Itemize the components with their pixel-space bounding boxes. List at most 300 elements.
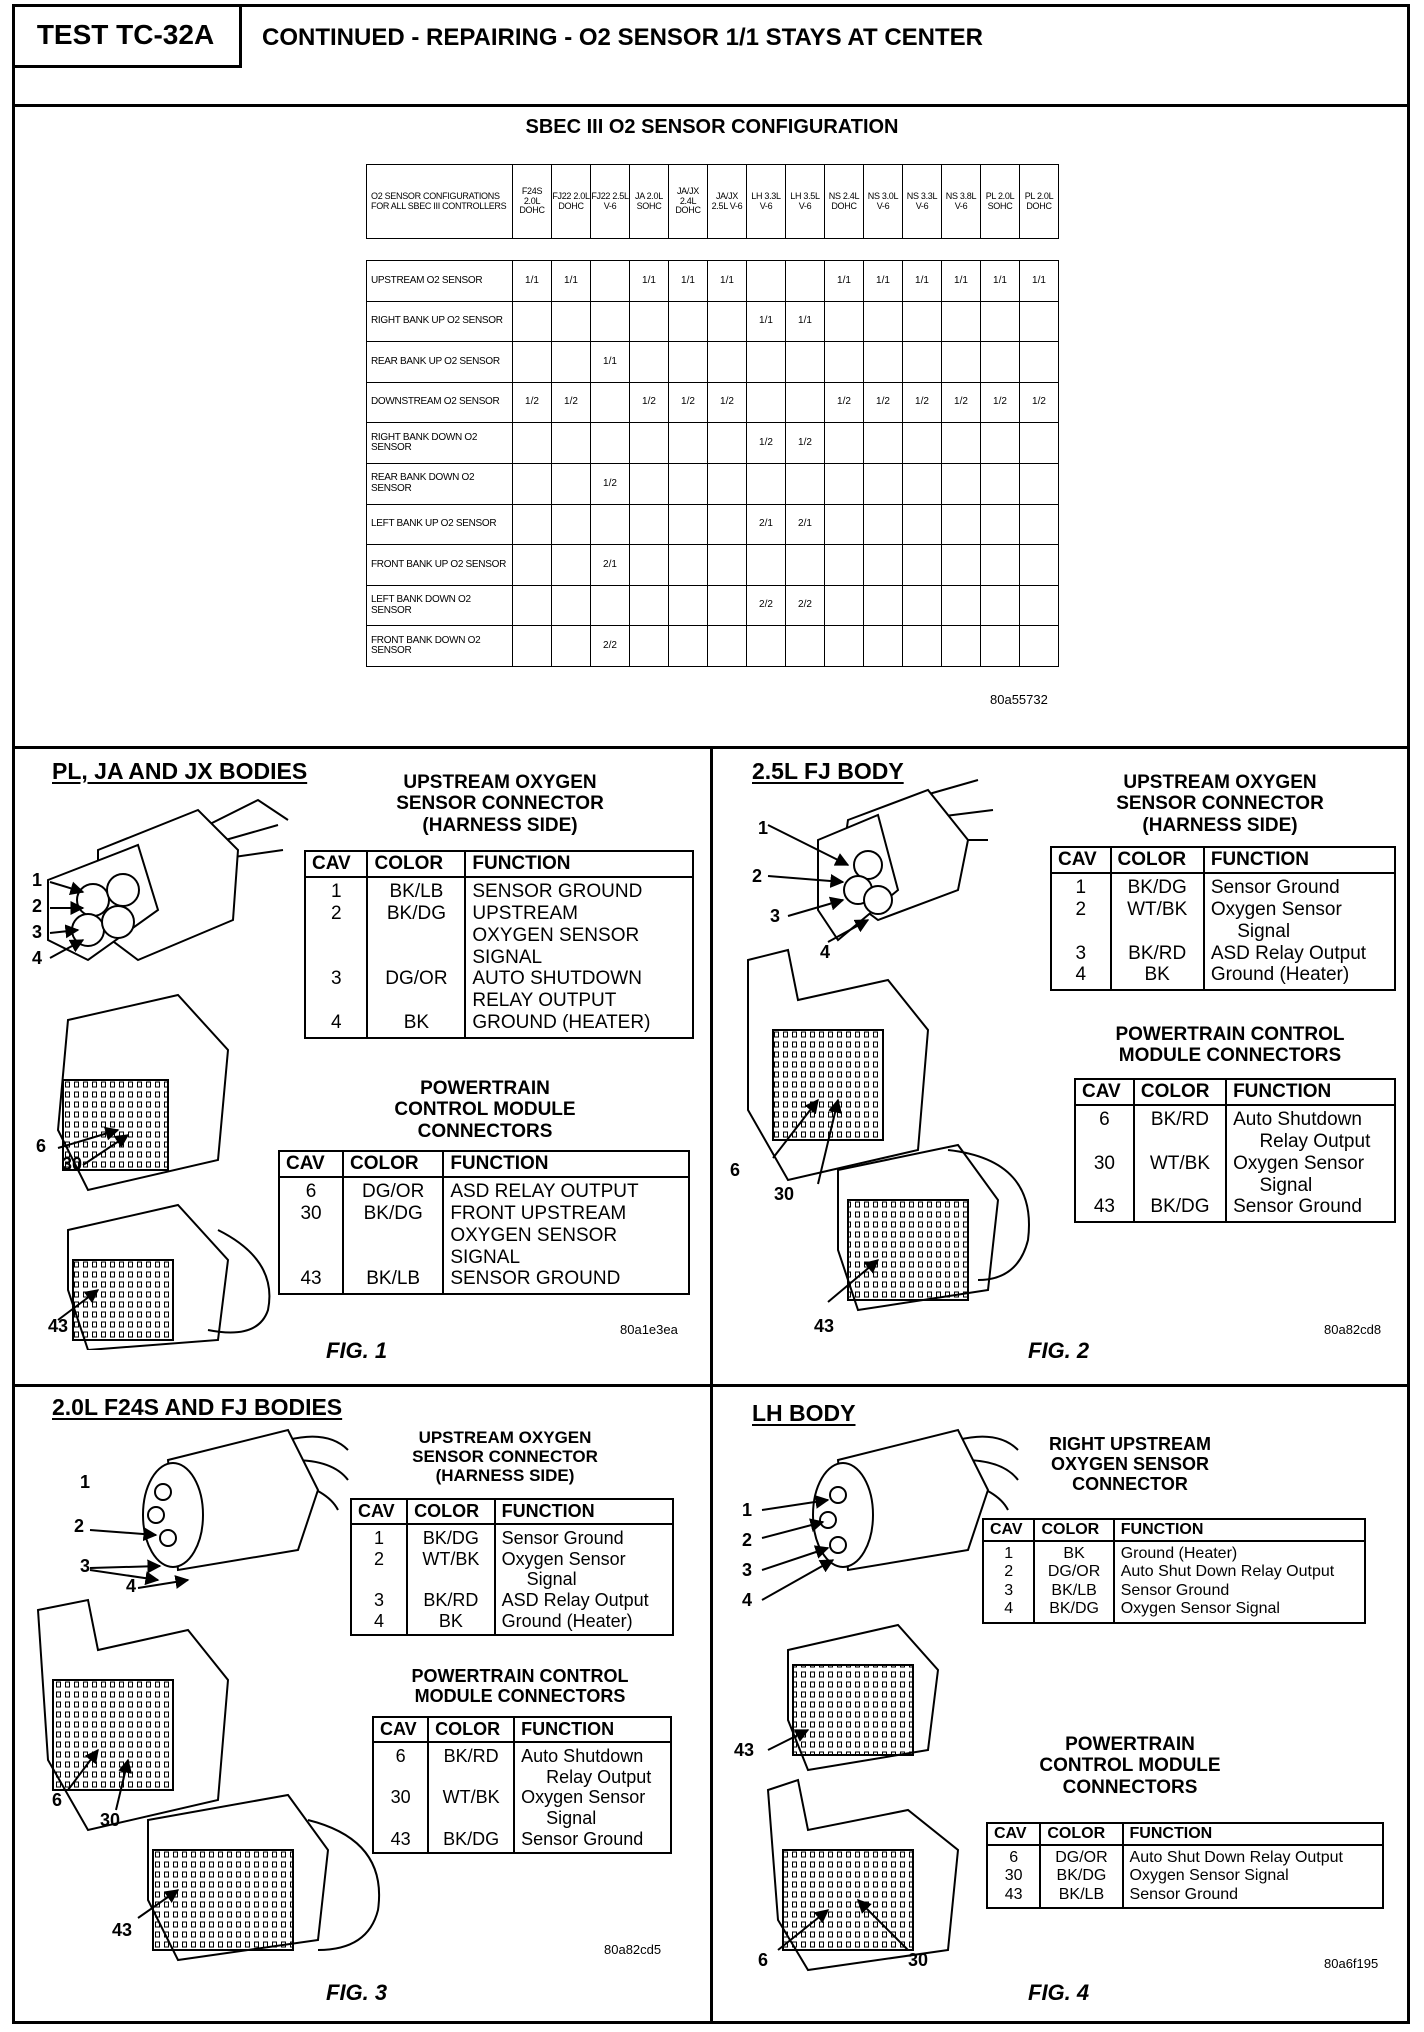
config-cell [1020, 301, 1059, 342]
cav-cell: 3 [1051, 943, 1111, 965]
table-row [373, 1829, 671, 1854]
config-row-label: FRONT BANK DOWN O2 SENSOR [367, 626, 513, 667]
config-cell [708, 463, 747, 504]
column-header-color: COLOR [407, 1499, 494, 1524]
color-cell: WT/BK [428, 1787, 514, 1828]
fig3-pin-1: 1 [80, 1472, 91, 1492]
table-header-row [351, 1499, 673, 1524]
table-row [305, 877, 693, 903]
color-cell: BK/DG [1111, 873, 1204, 899]
config-cell [513, 545, 552, 586]
cav-cell: 30 [279, 1203, 343, 1269]
color-cell: BK/RD [428, 1742, 514, 1787]
config-cell [942, 585, 981, 626]
fig2-pcm-pin-30: 30 [774, 1184, 795, 1204]
config-cell [942, 463, 981, 504]
config-cell [669, 504, 708, 545]
function-cell: Auto Shut Down Relay Output [1123, 1845, 1383, 1867]
config-cell: 1/1 [903, 261, 942, 302]
function-cell: Sensor Ground [1226, 1196, 1395, 1222]
config-cell [825, 585, 864, 626]
o2-connector-illustration [48, 800, 288, 960]
fig1-code: 80a1e3ea [620, 1322, 678, 1337]
function-cell: Oxygen Sensor Signal [1114, 1600, 1365, 1622]
config-cell [708, 626, 747, 667]
column-header-cav: CAV [983, 1519, 1034, 1541]
divider-vertical [710, 746, 713, 2024]
config-cell [630, 585, 669, 626]
config-header-row [367, 165, 1059, 239]
config-row-label: DOWNSTREAM O2 SENSOR [367, 382, 513, 423]
fig2-pin-3: 3 [770, 906, 781, 926]
table-row [1051, 964, 1395, 990]
config-cell [708, 585, 747, 626]
fig3-section-title: 2.0L F24S AND FJ BODIES [52, 1394, 343, 1420]
column-header-function: FUNCTION [1123, 1823, 1383, 1845]
fig1-pcm-table-wrap [278, 1150, 690, 1295]
fig1-pcm-pin-6: 6 [36, 1136, 47, 1156]
function-cell: ASD RELAY OUTPUT [443, 1177, 689, 1203]
config-cell [981, 626, 1020, 667]
table-header-row [1051, 847, 1395, 873]
fig2-pcm-pin-6: 6 [730, 1160, 741, 1180]
fig4-pcm-pin-30: 30 [908, 1950, 929, 1970]
fig3-code: 80a82cd5 [604, 1942, 662, 1957]
cav-cell: 43 [279, 1268, 343, 1294]
function-cell: Sensor Ground [1204, 873, 1395, 899]
config-cell [630, 545, 669, 586]
fig1-pin-4: 4 [32, 948, 43, 968]
fig2-pin-2: 2 [752, 866, 763, 886]
function-cell: GROUND (HEATER) [465, 1012, 693, 1038]
column-header-function: FUNCTION [443, 1151, 689, 1177]
config-cell [903, 504, 942, 545]
config-cell [708, 342, 747, 383]
config-cell: 1/2 [630, 382, 669, 423]
config-cell [747, 626, 786, 667]
config-code: 80a55732 [990, 692, 1048, 707]
config-cell [552, 626, 591, 667]
table-row [351, 1524, 673, 1549]
cav-cell: 30 [1075, 1153, 1134, 1197]
config-column-header: FJ22 2.5L V-6 [591, 165, 630, 239]
config-cell [864, 463, 903, 504]
column-header-function: FUNCTION [1204, 847, 1395, 873]
fig4-pin-1: 1 [742, 1500, 753, 1520]
config-cell [903, 301, 942, 342]
function-cell: ASD Relay Output [1204, 943, 1395, 965]
fig1-pcm-table [278, 1150, 690, 1295]
table-row [1075, 1153, 1395, 1197]
config-cell [825, 504, 864, 545]
config-cell [669, 342, 708, 383]
function-cell: Ground (Heater) [1204, 964, 1395, 990]
table-row [305, 1012, 693, 1038]
color-cell: WT/BK [1111, 899, 1204, 943]
function-cell: Auto Shutdown Relay Output [514, 1742, 671, 1787]
fig3-pcm-pin-6: 6 [52, 1790, 63, 1810]
config-column-header: NS 3.8L V-6 [942, 165, 981, 239]
function-cell: Oxygen Sensor Signal [1123, 1867, 1383, 1885]
cav-cell: 2 [983, 1563, 1034, 1581]
page-title: CONTINUED - REPAIRING - O2 SENSOR 1/1 STAYS AT CENTER [262, 24, 983, 51]
cav-cell: 2 [351, 1549, 407, 1590]
function-cell: UPSTREAM OXYGEN SENSOR SIGNAL [465, 903, 693, 969]
config-cell: 1/2 [552, 382, 591, 423]
config-cell [903, 342, 942, 383]
fig2-upstream-title: UPSTREAM OXYGEN SENSOR CONNECTOR (HARNESS SIDE) [1116, 772, 1324, 836]
color-cell: BK/RD [1134, 1105, 1226, 1153]
fig2-label: FIG. 2 [1028, 1338, 1090, 1363]
config-cell [591, 423, 630, 464]
config-cell [708, 504, 747, 545]
color-cell: BK/RD [407, 1590, 494, 1611]
config-cell [630, 423, 669, 464]
config-cell: 1/2 [864, 382, 903, 423]
config-cell [513, 463, 552, 504]
fig1-upstream-table-wrap [304, 850, 694, 1039]
config-cell [669, 585, 708, 626]
fig2-code: 80a82cd8 [1324, 1322, 1382, 1337]
column-header-color: COLOR [428, 1717, 514, 1742]
config-cell [747, 382, 786, 423]
function-cell: AUTO SHUTDOWN RELAY OUTPUT [465, 968, 693, 1012]
column-header-cav: CAV [987, 1823, 1040, 1845]
pcm-connector-illustration [748, 950, 1029, 1310]
config-row [367, 423, 1059, 464]
config-row-label: REAR BANK DOWN O2 SENSOR [367, 463, 513, 504]
config-cell [708, 423, 747, 464]
column-header-color: COLOR [343, 1151, 443, 1177]
fig2-upstream-table-wrap [1050, 846, 1396, 991]
config-cell: 1/2 [708, 382, 747, 423]
config-cell [903, 463, 942, 504]
config-column-header: PL 2.0L SOHC [981, 165, 1020, 239]
config-row [367, 504, 1059, 545]
config-row [367, 261, 1059, 302]
config-cell: 2/2 [786, 585, 825, 626]
config-cell [591, 585, 630, 626]
cav-cell: 4 [305, 1012, 367, 1038]
config-cell [669, 463, 708, 504]
color-cell: DG/OR [343, 1177, 443, 1203]
function-cell: Sensor Ground [1123, 1886, 1383, 1908]
config-cell: 1/2 [903, 382, 942, 423]
fig3-pin-4: 4 [126, 1576, 137, 1596]
config-cell: 1/2 [513, 382, 552, 423]
config-cell: 1/1 [669, 261, 708, 302]
function-cell: Oxygen Sensor Signal [514, 1787, 671, 1828]
config-column-header: LH 3.5L V-6 [786, 165, 825, 239]
fig2-connector-drawing [728, 770, 1068, 1330]
config-column-header: FJ22 2.0L DOHC [552, 165, 591, 239]
cav-cell: 43 [373, 1829, 428, 1854]
fig3-label: FIG. 3 [326, 1980, 388, 2005]
fig4-pcm-pin-6: 6 [758, 1950, 769, 1970]
config-cell [747, 545, 786, 586]
cav-cell: 1 [1051, 873, 1111, 899]
config-cell [786, 342, 825, 383]
config-cell [630, 504, 669, 545]
config-cell [513, 342, 552, 383]
config-cell [708, 545, 747, 586]
table-row [279, 1177, 689, 1203]
color-cell: DG/OR [1034, 1563, 1113, 1581]
column-header-function: FUNCTION [514, 1717, 671, 1742]
table-header-row [373, 1717, 671, 1742]
color-cell: BK/RD [1111, 943, 1204, 965]
color-cell: BK/DG [343, 1203, 443, 1269]
fig3-upstream-title: UPSTREAM OXYGEN SENSOR CONNECTOR (HARNESS SIDE) [412, 1428, 598, 1486]
function-cell: Oxygen Sensor Signal [1204, 899, 1395, 943]
config-cell [825, 342, 864, 383]
config-cell: 1/2 [786, 423, 825, 464]
column-header-function: FUNCTION [1226, 1079, 1395, 1105]
config-cell [513, 504, 552, 545]
column-header-cav: CAV [305, 851, 367, 877]
function-cell: FRONT UPSTREAM OXYGEN SENSOR SIGNAL [443, 1203, 689, 1269]
config-cell [630, 626, 669, 667]
test-id: TEST TC-32A [12, 4, 242, 68]
config-table-wrap [366, 164, 1059, 667]
table-row [305, 903, 693, 969]
config-cell [513, 585, 552, 626]
column-header-color: COLOR [1111, 847, 1204, 873]
cav-cell: 2 [305, 903, 367, 969]
fig4-section-title: LH BODY [752, 1400, 856, 1426]
config-cell [591, 382, 630, 423]
config-column-header: NS 2.4L DOHC [825, 165, 864, 239]
fig1-pcm-pin-30: 30 [62, 1154, 83, 1174]
o2-connector-illustration [818, 780, 993, 940]
table-row [351, 1549, 673, 1590]
config-cell: 1/2 [1020, 382, 1059, 423]
config-cell: 1/1 [747, 301, 786, 342]
config-cell [630, 301, 669, 342]
fig4-pcm-title: POWERTRAIN CONTROL MODULE CONNECTORS [1039, 1734, 1221, 1798]
config-column-header: JA/JX 2.5L V-6 [708, 165, 747, 239]
config-column-header: LH 3.3L V-6 [747, 165, 786, 239]
fig4-pin-4: 4 [742, 1590, 753, 1610]
config-cell: 1/1 [513, 261, 552, 302]
pcm-connector-illustration [768, 1625, 958, 1970]
fig1-pin-1: 1 [32, 870, 43, 890]
fig4-code: 80a6f195 [1324, 1956, 1379, 1971]
fig3-pcm-pin-43: 43 [112, 1920, 133, 1940]
function-cell: Sensor Ground [495, 1524, 673, 1549]
config-row-label: RIGHT BANK DOWN O2 SENSOR [367, 423, 513, 464]
color-cell: BK/LB [343, 1268, 443, 1294]
fig1-pin-3: 3 [32, 922, 43, 942]
fig1-section-title: PL, JA AND JX BODIES [52, 758, 308, 784]
color-cell: BK/DG [1034, 1600, 1113, 1622]
function-cell: Auto Shut Down Relay Output [1114, 1563, 1365, 1581]
config-column-header: JA/JX 2.4L DOHC [669, 165, 708, 239]
config-cell [864, 545, 903, 586]
cav-cell: 6 [1075, 1105, 1134, 1153]
cav-cell: 3 [305, 968, 367, 1012]
config-cell [513, 423, 552, 464]
function-cell: Ground (Heater) [1114, 1541, 1365, 1563]
config-cell [864, 626, 903, 667]
column-header-cav: CAV [279, 1151, 343, 1177]
config-cell: 2/1 [786, 504, 825, 545]
fig3-pcm-table [372, 1716, 672, 1854]
table-row [1051, 943, 1395, 965]
table-row [373, 1742, 671, 1787]
fig4-pin-3: 3 [742, 1560, 753, 1580]
config-row [367, 463, 1059, 504]
color-cell: BK [1034, 1541, 1113, 1563]
function-cell: Sensor Ground [514, 1829, 671, 1854]
function-cell: SENSOR GROUND [465, 877, 693, 903]
config-cell [864, 423, 903, 464]
config-column-header: F24S 2.0L DOHC [513, 165, 552, 239]
cav-cell: 6 [279, 1177, 343, 1203]
fig2-pin-4: 4 [820, 942, 831, 962]
fig3-pin-2: 2 [74, 1516, 85, 1536]
config-cell: 1/1 [1020, 261, 1059, 302]
pcm-connector-illustration [38, 1600, 379, 1960]
color-cell: BK/LB [1040, 1886, 1122, 1908]
column-header-cav: CAV [351, 1499, 407, 1524]
color-cell: DG/OR [367, 968, 465, 1012]
column-header-cav: CAV [373, 1717, 428, 1742]
config-cell: 2/2 [591, 626, 630, 667]
config-cell [786, 382, 825, 423]
config-cell: 2/1 [591, 545, 630, 586]
config-cell [903, 585, 942, 626]
fig3-connector-drawing [28, 1420, 398, 1980]
table-row [1051, 899, 1395, 943]
color-cell: BK [407, 1611, 494, 1636]
fig1-pin-2: 2 [32, 896, 43, 916]
fig2-pcm-table [1074, 1078, 1396, 1223]
header-divider [12, 104, 1410, 107]
config-row [367, 382, 1059, 423]
fig2-pcm-pin-43: 43 [814, 1316, 835, 1336]
cav-cell: 6 [373, 1742, 428, 1787]
color-cell: BK/DG [407, 1524, 494, 1549]
table-row [279, 1203, 689, 1269]
config-cell [942, 626, 981, 667]
config-corner-label: O2 SENSOR CONFIGURATIONS FOR ALL SBEC III CONTROLLERS [367, 165, 513, 239]
config-cell [669, 626, 708, 667]
cav-cell: 2 [1051, 899, 1111, 943]
cav-cell: 1 [305, 877, 367, 903]
config-cell [942, 342, 981, 383]
cav-cell: 4 [1051, 964, 1111, 990]
cav-cell: 3 [983, 1582, 1034, 1600]
config-cell [552, 585, 591, 626]
config-cell [786, 261, 825, 302]
color-cell: BK/LB [367, 877, 465, 903]
fig3-upstream-table-wrap [350, 1498, 674, 1636]
config-cell: 1/1 [825, 261, 864, 302]
function-cell: SENSOR GROUND [443, 1268, 689, 1294]
fig2-pcm-table-wrap [1074, 1078, 1396, 1223]
table-row [1075, 1105, 1395, 1153]
config-cell [864, 301, 903, 342]
config-cell [1020, 423, 1059, 464]
color-cell: WT/BK [1134, 1153, 1226, 1197]
config-cell: 2/2 [747, 585, 786, 626]
color-cell: BK/LB [1034, 1582, 1113, 1600]
fig3-pcm-title: POWERTRAIN CONTROL MODULE CONNECTORS [411, 1666, 629, 1707]
table-row [279, 1268, 689, 1294]
config-row-label: RIGHT BANK UP O2 SENSOR [367, 301, 513, 342]
cav-cell: 1 [351, 1524, 407, 1549]
config-cell [942, 504, 981, 545]
config-cell: 1/2 [981, 382, 1020, 423]
color-cell: DG/OR [1040, 1845, 1122, 1867]
color-cell: BK/DG [1040, 1867, 1122, 1885]
cav-cell: 30 [373, 1787, 428, 1828]
cav-cell: 30 [987, 1867, 1040, 1885]
cav-cell: 6 [987, 1845, 1040, 1867]
config-cell [669, 301, 708, 342]
fig2-pcm-title: POWERTRAIN CONTROL MODULE CONNECTORS [1115, 1024, 1345, 1067]
color-cell: BK [1111, 964, 1204, 990]
config-cell [552, 342, 591, 383]
config-cell [552, 545, 591, 586]
fig1-pcm-title: POWERTRAIN CONTROL MODULE CONNECTORS [394, 1078, 576, 1142]
config-cell [669, 423, 708, 464]
config-cell [981, 423, 1020, 464]
column-header-cav: CAV [1075, 1079, 1134, 1105]
fig2-pin-1: 1 [758, 818, 769, 838]
function-cell: Oxygen Sensor Signal [495, 1549, 673, 1590]
config-column-header: JA 2.0L SOHC [630, 165, 669, 239]
config-cell [552, 423, 591, 464]
config-cell [825, 301, 864, 342]
fig4-label: FIG. 4 [1028, 1980, 1090, 2005]
config-row [367, 585, 1059, 626]
config-spacer [367, 239, 1059, 261]
config-cell: 1/1 [708, 261, 747, 302]
table-header-row [1075, 1079, 1395, 1105]
fig1-upstream-title: UPSTREAM OXYGEN SENSOR CONNECTOR (HARNESS SIDE) [396, 772, 604, 836]
fig1-connector-drawing [28, 790, 298, 1350]
config-cell [669, 545, 708, 586]
o2-connector-illustration [143, 1430, 348, 1570]
fig4-pin-2: 2 [742, 1530, 753, 1550]
config-cell [747, 463, 786, 504]
config-cell [552, 504, 591, 545]
config-spacer-row [367, 239, 1059, 261]
config-cell: 1/2 [825, 382, 864, 423]
config-cell [981, 301, 1020, 342]
config-cell: 1/1 [552, 261, 591, 302]
config-cell: 1/1 [981, 261, 1020, 302]
config-cell [747, 261, 786, 302]
config-row-label: UPSTREAM O2 SENSOR [367, 261, 513, 302]
fig4-pcm-pin-43: 43 [734, 1740, 755, 1760]
config-row [367, 342, 1059, 383]
color-cell: BK/DG [428, 1829, 514, 1854]
cav-cell: 1 [983, 1541, 1034, 1563]
table-row [351, 1590, 673, 1611]
config-cell [591, 301, 630, 342]
color-cell: BK/DG [367, 903, 465, 969]
config-cell [864, 585, 903, 626]
config-cell [981, 545, 1020, 586]
function-cell: Ground (Heater) [495, 1611, 673, 1636]
config-cell: 2/1 [747, 504, 786, 545]
config-cell [981, 463, 1020, 504]
column-header-cav: CAV [1051, 847, 1111, 873]
table-row [305, 968, 693, 1012]
